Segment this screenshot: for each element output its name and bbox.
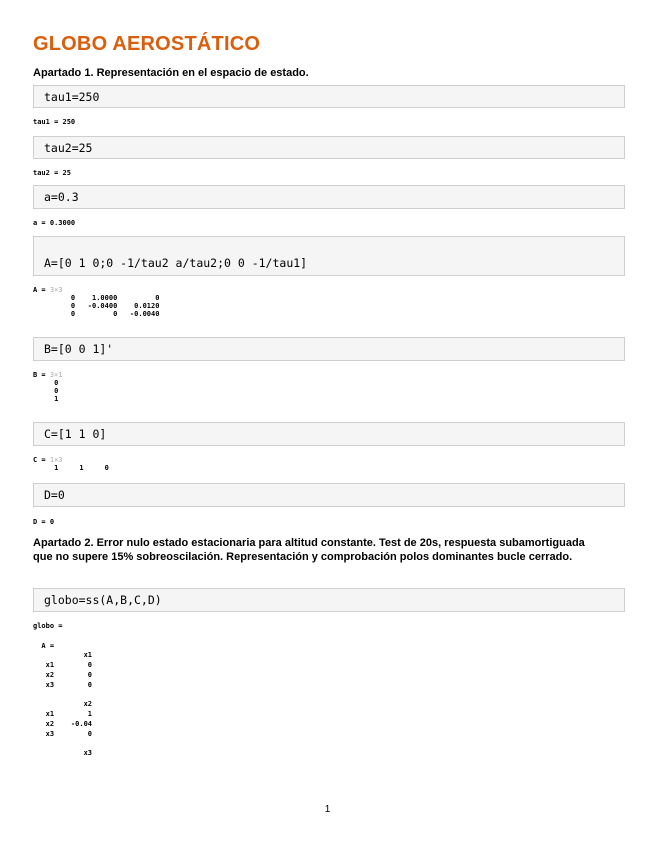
output-D: D = 0 bbox=[33, 518, 55, 526]
output-C bbox=[33, 456, 109, 472]
output-A-dims: 3×3 bbox=[49, 286, 63, 294]
output-tau2: tau2 = 25 bbox=[33, 169, 71, 177]
code-cell-tau1[interactable]: tau1=250 bbox=[33, 85, 625, 108]
output-C-dims: 1×3 bbox=[49, 456, 63, 464]
output-A-row-1: 0 1.0000 0 bbox=[33, 294, 160, 302]
output-globo-line: x1 1 bbox=[33, 710, 93, 719]
output-B-label: B = bbox=[33, 371, 50, 379]
output-B bbox=[33, 371, 63, 403]
output-globo-header: globo = bbox=[33, 622, 63, 630]
output-globo-line: x3 0 bbox=[33, 680, 93, 689]
output-globo bbox=[33, 622, 92, 759]
code-cell-A[interactable]: A=[0 1 0;0 -1/tau2 a/tau2;0 0 -1/tau1] bbox=[33, 236, 625, 276]
output-globo-line: x1 bbox=[33, 651, 93, 660]
output-tau1: tau1 = 250 bbox=[33, 118, 76, 126]
output-globo-line: A = bbox=[33, 641, 59, 650]
output-B-dims: 3×1 bbox=[49, 371, 63, 379]
output-B-row-3: 1 bbox=[33, 395, 59, 403]
output-globo-line: x3 0 bbox=[33, 729, 93, 738]
code-cell-B[interactable]: B=[0 0 1]' bbox=[33, 337, 625, 361]
code-cell-globo[interactable]: globo=ss(A,B,C,D) bbox=[33, 588, 625, 612]
output-A-label: A = bbox=[33, 286, 50, 294]
output-globo-line: x3 bbox=[33, 749, 93, 758]
section-heading-2: Apartado 2. Error nulo estado estacionaria para altitud constante. Test de 20s, respuesta subamortiguada que no supere 15% sobreoscilación. Representación y comprobación polos dominantes bucle cerrado. bbox=[33, 537, 585, 563]
output-B-row-1: 0 bbox=[33, 379, 59, 387]
output-A-row-3: 0 0 -0.0040 bbox=[33, 310, 160, 318]
code-cell-D[interactable]: D=0 bbox=[33, 483, 625, 507]
page-title: GLOBO AEROSTÁTICO bbox=[33, 33, 261, 55]
section-heading-1: Apartado 1. Representación en el espacio de estado. bbox=[33, 67, 309, 79]
output-C-row-1: 1 1 0 bbox=[33, 464, 109, 472]
output-globo-line: x2 bbox=[33, 700, 93, 709]
output-globo-line: x2 0 bbox=[33, 670, 93, 679]
output-B-row-2: 0 bbox=[33, 387, 59, 395]
output-C-label: C = bbox=[33, 456, 50, 464]
code-cell-C[interactable]: C=[1 1 0] bbox=[33, 422, 625, 446]
page-number: 1 bbox=[324, 804, 331, 815]
code-cell-tau2[interactable]: tau2=25 bbox=[33, 136, 625, 159]
output-a: a = 0.3000 bbox=[33, 219, 76, 227]
output-globo-line: x2 -0.04 bbox=[33, 719, 93, 728]
code-cell-a[interactable]: a=0.3 bbox=[33, 185, 625, 209]
output-A bbox=[33, 286, 159, 318]
output-globo-line: x1 0 bbox=[33, 661, 93, 670]
output-A-row-2: 0 -0.0400 0.0120 bbox=[33, 302, 160, 310]
